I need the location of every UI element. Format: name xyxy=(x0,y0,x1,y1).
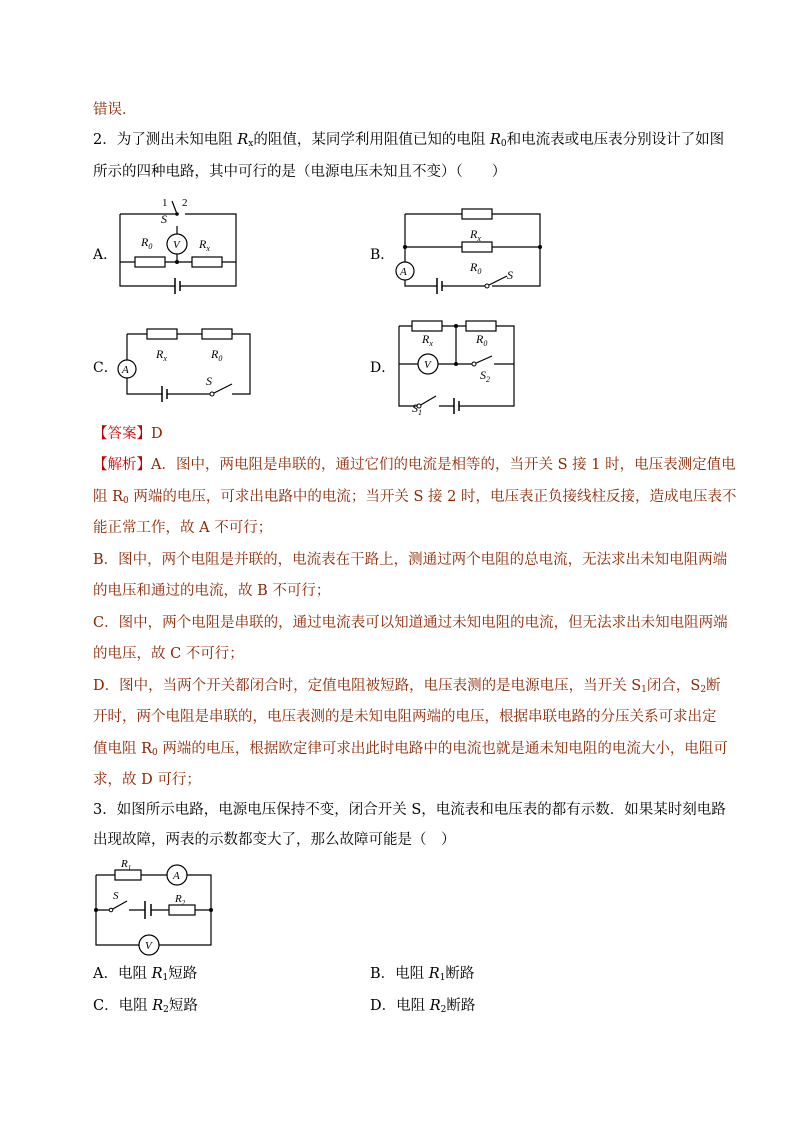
circuit-d-r0-label: $R_0$ xyxy=(476,332,488,348)
analysis-d-line3: 值电阻 $R_0$ 两端的电压，根据欧定律可求出此时电路中的电流也就是通未知电阻的电流大小，电阻可 xyxy=(93,741,728,758)
q3-circuit-diagram xyxy=(93,855,218,955)
q3-option-d[interactable]: D．电阻 $R_2$断路 xyxy=(370,998,476,1015)
circuit-d-s1-label: $S_1$ xyxy=(412,401,422,417)
analysis-b-line2: 的电压和通过的电流，故 B 不可行； xyxy=(93,583,331,599)
circuit-c-switch-label: S xyxy=(206,374,212,388)
q2-option-c-label[interactable]: C． xyxy=(93,360,118,376)
analysis-tag: 【解析】 xyxy=(93,457,151,473)
ammeter-icon: A xyxy=(400,266,407,278)
q3-option-b[interactable]: B．电阻 $R_1$断路 xyxy=(370,966,475,983)
ammeter-icon: A xyxy=(122,364,129,376)
analysis-d-line2: 开时，两个电阻是串联的，电压表测的是未知电阻两端的电压，根据串联电路的分压关系可求出定 xyxy=(93,709,717,725)
circuit-d-s2-label: $S_2$ xyxy=(480,368,490,384)
q3-stem-line2: 出现故障，两表的示数都变大了，那么故障可能是（ ） xyxy=(93,832,456,848)
analysis-a-line1: 【解析】A．图中，两电阻是串联的，通过它们的电流是相等的，当开关 S 接 1 时，电压表测定值电 xyxy=(93,457,736,473)
circuit-b-diagram xyxy=(392,204,547,299)
q2-text: 的阻值，某同学利用阻值已知的电阻 xyxy=(253,132,490,148)
analysis-a-line3: 能正常工作，故 A 不可行； xyxy=(93,520,273,536)
q3-switch-label: S xyxy=(113,890,119,902)
analysis-d-line1: D．图中，当两个开关都闭合时，定值电阻被短路，电压表测的是电源电压，当开关 $S_1$闭合，$S_2$断 xyxy=(93,678,721,695)
analysis-a-line2: 阻 $R_0$ 两端的电压，可求出电路中的电流；当开关 S 接 2 时，电压表正负接线柱反接，造成电压表不 xyxy=(93,489,737,506)
q3-stem-line1: 3．如图所示电路，电源电压保持不变，闭合开关 S，电流表和电压表的都有示数．如果某时刻电路 xyxy=(93,802,726,818)
voltmeter-icon: V xyxy=(145,940,152,952)
circuit-c-diagram xyxy=(112,324,262,404)
q3-option-c[interactable]: C．电阻 $R_2$短路 xyxy=(93,998,198,1015)
circuit-a-diagram xyxy=(115,196,245,301)
circuit-a-r0-label: $R_0$ xyxy=(141,235,153,251)
circuit-d-diagram xyxy=(394,316,524,416)
q2-number: 2． xyxy=(93,132,117,148)
q3-option-a[interactable]: A．电阻 $R_1$短路 xyxy=(93,966,198,983)
q3-r2-label: $R_2$ xyxy=(175,893,186,907)
circuit-a-terminal-1: 1 xyxy=(162,197,168,209)
q2-option-a-label[interactable]: A． xyxy=(93,247,118,263)
voltmeter-icon: V xyxy=(173,239,180,251)
circuit-c-r0-label: $R_0$ xyxy=(211,347,223,363)
q2-answer xyxy=(93,424,163,444)
q2-text: 和电流表或电压表分别设计了如图 xyxy=(506,132,725,148)
analysis-d-line4: 求，故 D 可行； xyxy=(93,772,201,788)
circuit-d-rx-label: $R_x$ xyxy=(422,332,433,348)
circuit-a-terminal-2: 2 xyxy=(182,197,188,209)
q3-number: 3． xyxy=(93,802,117,818)
r0-symbol: R xyxy=(489,132,501,148)
circuit-a-rx-label: $R_x$ xyxy=(199,237,210,253)
answer-tag: 【答案】 xyxy=(93,426,151,442)
analysis-c-line1: C．图中，两个电阻是串联的，通过电流表可以知道通过未知电阻的电流，但无法求出未知电阻两端 xyxy=(93,615,728,631)
q2-option-b-label[interactable]: B． xyxy=(370,247,395,263)
r0-subscript: 0 xyxy=(500,139,507,149)
circuit-a-switch-label: S xyxy=(161,212,167,226)
q2-stem-line2: 所示的四种电路，其中可行的是（电源电压未知且不变）（ ） xyxy=(93,164,507,180)
rx-subscript: x xyxy=(248,139,254,149)
ammeter-icon: A xyxy=(173,870,180,882)
circuit-b-r0-label: $R_0$ xyxy=(470,260,482,276)
q3-r1-label: $R_1$ xyxy=(121,858,132,872)
q2-stem-line1 xyxy=(93,130,724,154)
analysis-c-line2: 的电压，故 C 不可行； xyxy=(93,646,244,662)
analysis-b-line1: B．图中，两个电阻是并联的，电流表在干路上，测通过两个电阻的总电流，无法求出未知电阻两端 xyxy=(93,552,728,568)
circuit-b-rx-label: $R_x$ xyxy=(470,227,481,243)
q2-text: 为了测出未知电阻 xyxy=(116,132,238,148)
circuit-c-rx-label: $R_x$ xyxy=(156,347,167,363)
voltmeter-icon: V xyxy=(424,359,431,371)
previous-answer-tail: 错误． xyxy=(93,102,137,118)
rx-symbol: R xyxy=(237,132,249,148)
q2-option-d-label[interactable]: D． xyxy=(370,360,396,376)
circuit-b-switch-label: S xyxy=(507,268,513,282)
answer-value: D xyxy=(151,426,163,442)
